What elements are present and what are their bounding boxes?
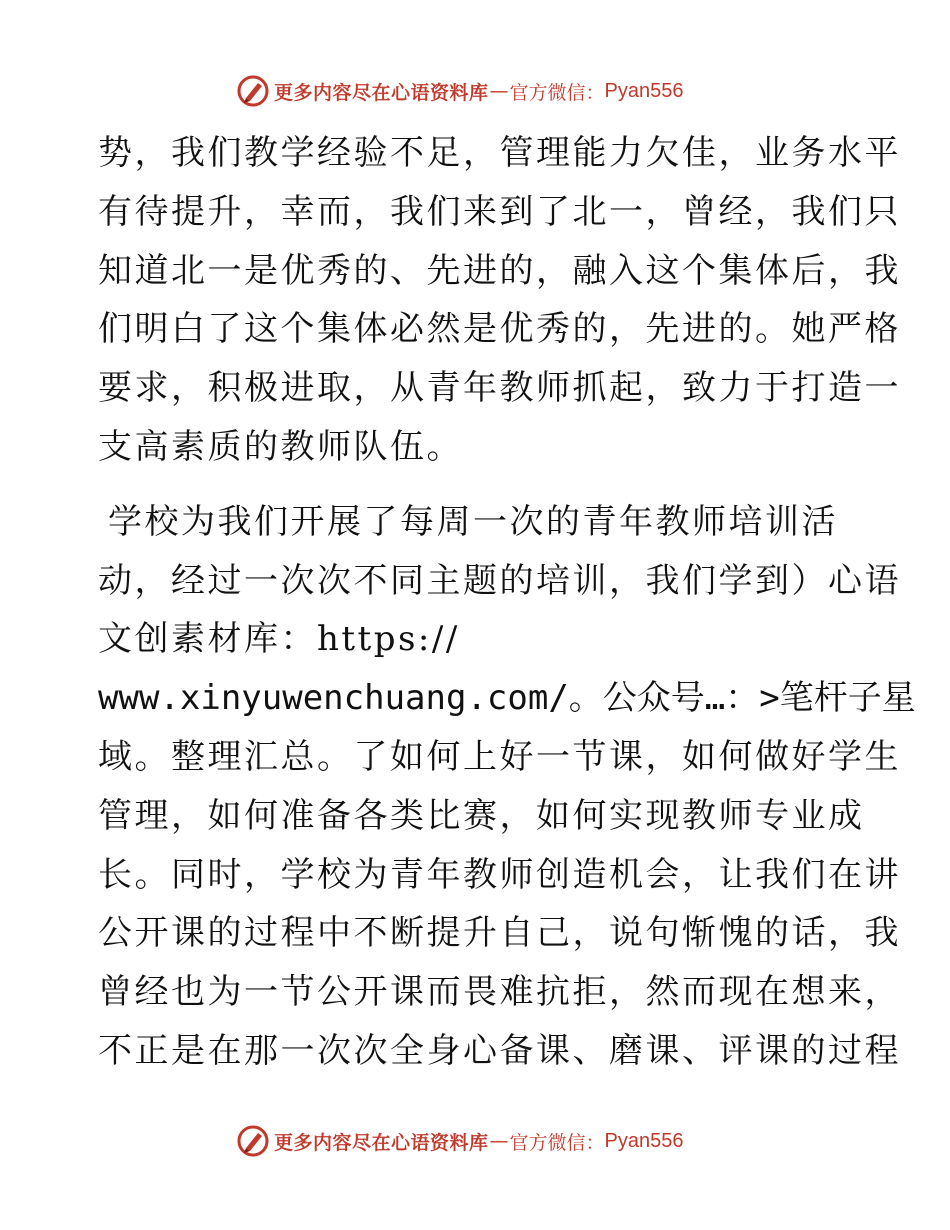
text-line: 曾经也为一节公开课而畏难抗拒，然而现在想来， [98, 972, 901, 1013]
banner-wechat-label: 官方微信： [509, 81, 605, 104]
text-line: 们明白了这个集体必然是优秀的，先进的。她严格 [98, 309, 901, 350]
header-banner [236, 74, 684, 108]
text-line: 不正是在那一次次全身心备课、磨课、评课的过程 [98, 1030, 901, 1071]
pen-logo-icon [236, 74, 270, 108]
banner-wechat-id: Pyan556 [604, 1129, 684, 1152]
text-line: 长。同时，学校为青年教师创造机会，让我们在讲 [98, 854, 901, 895]
text-line: 域。整理汇总。了如何上好一节课，如何做好学生 [98, 736, 901, 777]
text-line: 知道北一是优秀的、先进的，融入这个集体后，我 [98, 250, 901, 291]
banner-separator: — [489, 80, 509, 102]
paragraph-2 [98, 493, 916, 1081]
banner-text: 更多内容尽在心语资料库 [274, 81, 489, 104]
text-line: 管理，如何准备各类比赛，如何实现教师专业成 [98, 795, 865, 836]
text-line: 学校为我们开展了每周一次的青年教师培训活 [108, 501, 838, 542]
paragraph-gap [98, 477, 858, 493]
text-line: 势，我们教学经验不足，管理能力欠佳，业务水平 [98, 133, 901, 173]
banner-text: 更多内容尽在心语资料库 [274, 1131, 489, 1154]
text-line: 公开课的过程中不断提升自己，说句惭愧的话，我 [98, 913, 901, 954]
text-line: 文创素材库：https:// [98, 619, 460, 660]
document-body [98, 124, 916, 1081]
text-line: www.xinyuwenchuang.com/。公众号…：>笔杆子星 [98, 678, 916, 719]
text-line: 动，经过一次次不同主题的培训，我们学到）心语 [98, 560, 901, 601]
banner-wechat-label: 官方微信： [509, 1131, 605, 1154]
text-line: 支高素质的教师队伍。 [98, 426, 463, 467]
footer-banner [236, 1124, 684, 1158]
banner-wechat-id: Pyan556 [604, 79, 684, 102]
text-line: 有待提升，幸而，我们来到了北一，曾经，我们只 [98, 191, 901, 232]
banner-separator: — [489, 1130, 509, 1152]
paragraph-1 [98, 124, 901, 477]
pen-logo-icon [236, 1124, 270, 1158]
text-line: 要求，积极进取，从青年教师抓起，致力于打造一 [98, 368, 901, 409]
